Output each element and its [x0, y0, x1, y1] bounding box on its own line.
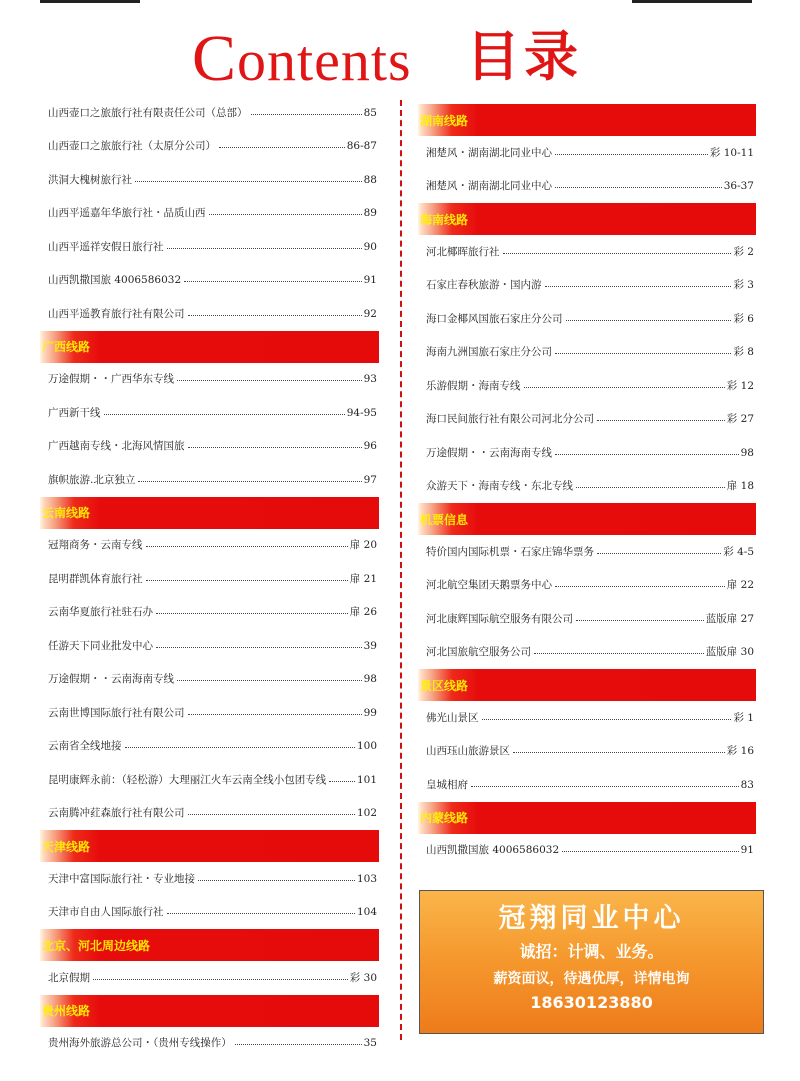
- toc-entry[interactable]: [418, 701, 756, 735]
- toc-entry[interactable]: [418, 235, 756, 269]
- toc-entry[interactable]: [40, 596, 379, 630]
- toc-entry-page: 彩 1: [733, 711, 754, 724]
- toc-entry-page: 扉 18: [726, 480, 754, 492]
- toc-entry-page: 彩 3: [733, 279, 754, 291]
- toc-entry-name: 任游天下同业批发中心: [48, 639, 153, 652]
- toc-entry-name: 山西凯撒国旅 4006586032: [426, 844, 560, 856]
- toc-entry-name: 河北航空集团天鹅票务中心: [426, 579, 552, 591]
- toc-entry-name: 海口金椰风国旅石家庄分公司: [426, 312, 563, 325]
- toc-entry-page: 103: [356, 872, 377, 885]
- dot-leader: [188, 315, 362, 316]
- dot-leader: [534, 653, 704, 654]
- ad-salary-line: 薪资面议，待遇优厚，详情电询: [493, 971, 690, 987]
- toc-entry-page: 蓝版扉 30: [705, 646, 754, 658]
- section-title: 贵州线路: [42, 1004, 91, 1018]
- section-title: 内蒙线路: [420, 811, 469, 825]
- dot-leader: [555, 454, 739, 455]
- toc-entry[interactable]: [40, 629, 379, 663]
- dot-leader: [93, 979, 348, 980]
- ad-title: 冠翔同业中心: [498, 903, 685, 934]
- toc-entry[interactable]: [418, 336, 756, 370]
- toc-entry-page: 90: [363, 240, 377, 253]
- dot-leader: [177, 680, 362, 681]
- toc-entry[interactable]: [40, 430, 379, 464]
- section-header: [418, 503, 756, 535]
- toc-entry-page: 彩 16: [726, 745, 754, 757]
- column-divider: [400, 100, 402, 1040]
- toc-entry-name: 贵州海外旅游总公司・（贵州专线操作）: [48, 1037, 232, 1049]
- toc-entry[interactable]: [40, 529, 379, 563]
- toc-entry-page: 彩 4-5: [723, 545, 754, 558]
- dot-leader: [156, 613, 348, 614]
- toc-entry-page: 91: [363, 274, 377, 286]
- dot-leader: [138, 481, 361, 482]
- toc-entry-name: 旗帜旅游.北京独立: [48, 473, 136, 486]
- toc-entry[interactable]: [40, 961, 379, 995]
- dot-leader: [503, 253, 732, 254]
- toc-entry[interactable]: [418, 170, 756, 204]
- toc-entry-name: 昆明康辉永前：（轻松游）大理丽江火车云南全线小包团专线: [48, 773, 327, 786]
- section-title: 湖南线路: [420, 113, 469, 128]
- toc-entry[interactable]: [40, 797, 379, 831]
- dot-leader: [576, 620, 704, 621]
- section-title: 天津线路: [42, 839, 91, 854]
- dot-leader: [597, 420, 725, 421]
- toc-entry[interactable]: [418, 569, 756, 603]
- toc-entry[interactable]: [40, 896, 379, 930]
- toc-entry-name: 湘楚风・湖南湖北同业中心: [426, 180, 552, 192]
- toc-entry-page: 86-87: [346, 140, 377, 152]
- toc-entry-page: 104: [356, 906, 377, 918]
- dot-leader: [562, 851, 738, 852]
- toc-entry[interactable]: [418, 636, 756, 670]
- dot-leader: [177, 380, 362, 381]
- section-header: [40, 929, 379, 961]
- toc-entry-page: 98: [363, 673, 377, 685]
- toc-entry-page: 彩 8: [733, 346, 754, 358]
- toc-entry-page: 36-37: [723, 180, 754, 192]
- toc-entry[interactable]: [40, 297, 379, 331]
- toc-entry-name: 山西平遥祥安假日旅行社: [48, 240, 164, 253]
- toc-entry-name: 众游天下・海南专线・东北专线: [426, 480, 573, 492]
- toc-entry[interactable]: [418, 768, 756, 802]
- toc-entry-name: 洪洞大槐树旅行社: [48, 173, 132, 186]
- toc-entry-name: 云南世博国际旅行社有限公司: [48, 706, 185, 719]
- dot-leader: [251, 114, 362, 115]
- toc-entry-name: 山西壶口之旅旅行社（太原分公司）: [48, 140, 216, 152]
- toc-entry-page: 彩 27: [726, 413, 754, 425]
- toc-entry-page: 蓝版扉 27: [705, 612, 754, 625]
- dot-leader: [135, 181, 362, 182]
- toc-entry-name: 云南省全线地接: [48, 740, 122, 752]
- toc-entry-page: 彩 30: [349, 971, 377, 984]
- section-title: 云南线路: [42, 506, 91, 520]
- dot-leader: [555, 586, 725, 587]
- section-header: [418, 104, 756, 136]
- section-title: 景区线路: [420, 678, 469, 693]
- toc-entry[interactable]: [40, 862, 379, 896]
- dot-leader: [545, 286, 732, 287]
- toc-entry-page: 98: [740, 446, 754, 459]
- section-header: [418, 203, 756, 235]
- toc-entry[interactable]: [418, 602, 756, 636]
- toc-entry-name: 云南腾冲荭森旅行社有限公司: [48, 807, 185, 819]
- dot-leader: [555, 154, 708, 155]
- dot-leader: [471, 786, 739, 787]
- toc-entry[interactable]: [40, 197, 379, 231]
- toc-entry-page: 99: [363, 706, 377, 719]
- toc-entry-name: 乐游假期・海南专线: [426, 379, 521, 392]
- dot-leader: [188, 714, 362, 715]
- toc-entry-page: 扉 22: [726, 579, 754, 591]
- toc-entry[interactable]: [40, 230, 379, 264]
- toc-entry[interactable]: [418, 470, 756, 504]
- ad-recruit-line: 诚招：计调、业务。: [519, 942, 664, 961]
- toc-entry-name: 广西越南专线・北海风情国旅: [48, 440, 185, 452]
- toc-entry[interactable]: [40, 562, 379, 596]
- toc-entry[interactable]: [40, 663, 379, 697]
- toc-entry-name: 天津市自由人国际旅行社: [48, 906, 164, 918]
- toc-entry-page: 100: [356, 740, 377, 752]
- toc-entry[interactable]: [40, 696, 379, 730]
- contents-title-en: Contents: [192, 22, 412, 95]
- toc-entry[interactable]: [418, 436, 756, 470]
- dot-leader: [482, 719, 732, 720]
- toc-entry[interactable]: [40, 96, 379, 130]
- toc-entry[interactable]: [40, 130, 379, 164]
- dot-leader: [188, 814, 355, 815]
- dot-leader: [209, 214, 362, 215]
- toc-entry-name: 河北康辉国际航空服务有限公司: [426, 612, 573, 625]
- toc-entry-page: 扉 26: [349, 606, 377, 618]
- toc-entry-page: 93: [363, 373, 377, 385]
- dot-leader: [524, 387, 725, 388]
- toc-entry-page: 91: [740, 844, 754, 856]
- section-title: 机票信息: [420, 512, 469, 527]
- toc-entry-page: 扉 20: [349, 539, 377, 551]
- top-rule-right: [632, 0, 752, 3]
- toc-entry-page: 102: [356, 807, 377, 819]
- dot-leader: [597, 553, 721, 554]
- toc-entry-name: 河北椰晖旅行社: [426, 245, 500, 258]
- toc-entry[interactable]: [40, 396, 379, 430]
- toc-entry-name: 特价国内国际机票・石家庄锦华票务: [426, 545, 594, 558]
- toc-entry-name: 山西凯撒国旅 4006586032: [48, 274, 182, 286]
- dot-leader: [156, 647, 362, 648]
- dot-leader: [167, 913, 355, 914]
- left-column: [40, 96, 379, 1060]
- toc-entry-name: 万途假期・・广西华东专线: [48, 373, 174, 385]
- toc-entry-name: 皇城相府: [426, 778, 468, 791]
- dot-leader: [235, 1044, 362, 1045]
- toc-entry[interactable]: [40, 264, 379, 298]
- toc-entry[interactable]: [418, 136, 756, 170]
- toc-entry-page: 彩 10-11: [709, 146, 754, 159]
- toc-entry-page: 彩 12: [726, 379, 754, 392]
- dot-leader: [167, 248, 362, 249]
- toc-entry-name: 万途假期・・云南海南专线: [48, 673, 174, 685]
- toc-entry-name: 山西壶口之旅旅行社有限责任公司（总部）: [48, 106, 248, 119]
- dot-leader: [555, 353, 731, 354]
- toc-entry-page: 扉 21: [349, 572, 377, 585]
- toc-entry-page: 85: [363, 106, 377, 119]
- section-title: 广西线路: [42, 340, 91, 354]
- dot-leader: [188, 447, 362, 448]
- top-rule-left: [40, 0, 140, 3]
- toc-entry-page: 35: [363, 1037, 377, 1049]
- toc-entry[interactable]: [418, 735, 756, 769]
- toc-entry-page: 101: [356, 773, 377, 786]
- dot-leader: [566, 320, 732, 321]
- section-header: [418, 669, 756, 701]
- dot-leader: [513, 752, 725, 753]
- toc-entry[interactable]: [40, 730, 379, 764]
- right-column: [418, 104, 756, 867]
- section-title: 北京、河北周边线路: [42, 938, 151, 953]
- toc-entry-page: 94-95: [346, 406, 377, 419]
- toc-entry[interactable]: [40, 1027, 379, 1061]
- toc-entry-page: 92: [363, 307, 377, 320]
- toc-entry[interactable]: [40, 763, 379, 797]
- toc-entry-name: 海口民间旅行社有限公司河北分公司: [426, 413, 594, 425]
- toc-entry-name: 湘楚风・湖南湖北同业中心: [426, 146, 552, 159]
- toc-entry-page: 83: [740, 778, 754, 791]
- toc-entry-name: 天津中富国际旅行社・专业地接: [48, 872, 195, 885]
- dot-leader: [146, 580, 348, 581]
- toc-entry-page: 88: [363, 173, 377, 186]
- toc-entry-page: 97: [363, 473, 377, 486]
- contents-title-cn: 目录: [466, 25, 582, 88]
- toc-entry[interactable]: [418, 269, 756, 303]
- toc-entry-name: 海南九洲国旅石家庄分公司: [426, 346, 552, 358]
- toc-entry-name: 佛光山景区: [426, 711, 479, 724]
- toc-entry-name: 北京假期: [48, 971, 90, 984]
- dot-leader: [146, 546, 348, 547]
- toc-entry-page: 彩 2: [733, 245, 754, 258]
- section-title: 海南线路: [420, 212, 469, 227]
- toc-entry[interactable]: [40, 463, 379, 497]
- toc-entry[interactable]: [418, 535, 756, 569]
- toc-entry-name: 河北国旅航空服务公司: [426, 646, 531, 658]
- toc-entry-name: 万途假期・・云南海南专线: [426, 446, 552, 459]
- section-header: [418, 802, 756, 834]
- section-header: [40, 331, 379, 363]
- section-header: [40, 497, 379, 529]
- section-header: [40, 995, 379, 1027]
- dot-leader: [184, 281, 361, 282]
- dot-leader: [104, 414, 345, 415]
- toc-entry-name: 山西平遥教育旅行社有限公司: [48, 307, 185, 320]
- toc-entry-page: 89: [363, 207, 377, 219]
- toc-entry-page: 96: [363, 440, 377, 452]
- dot-leader: [219, 147, 345, 148]
- toc-entry[interactable]: [418, 302, 756, 336]
- toc-entry-name: 山西平遥嘉年华旅行社・品质山西: [48, 207, 206, 219]
- section-header: [40, 830, 379, 862]
- ad-phone: 18630123880: [530, 993, 653, 1012]
- toc-entry-page: 彩 6: [733, 312, 754, 325]
- toc-entry[interactable]: [418, 369, 756, 403]
- toc-entry-name: 昆明群凯体育旅行社: [48, 572, 143, 585]
- toc-entry-name: 冠翔商务・云南专线: [48, 539, 143, 551]
- toc-entry[interactable]: [418, 834, 756, 868]
- dot-leader: [198, 880, 355, 881]
- toc-entry-name: 云南华夏旅行社驻石办: [48, 606, 153, 618]
- recruitment-ad: [419, 890, 764, 1034]
- dot-leader: [125, 747, 355, 748]
- toc-entry[interactable]: [40, 363, 379, 397]
- dot-leader: [555, 187, 722, 188]
- toc-entry-name: 石家庄春秋旅游・国内游: [426, 279, 542, 291]
- dot-leader: [329, 781, 355, 782]
- toc-entry[interactable]: [418, 403, 756, 437]
- toc-entry-name: 山西珏山旅游景区: [426, 745, 510, 757]
- toc-entry-page: 39: [363, 639, 377, 652]
- dot-leader: [576, 487, 725, 488]
- toc-entry[interactable]: [40, 163, 379, 197]
- toc-entry-name: 广西新干线: [48, 406, 101, 419]
